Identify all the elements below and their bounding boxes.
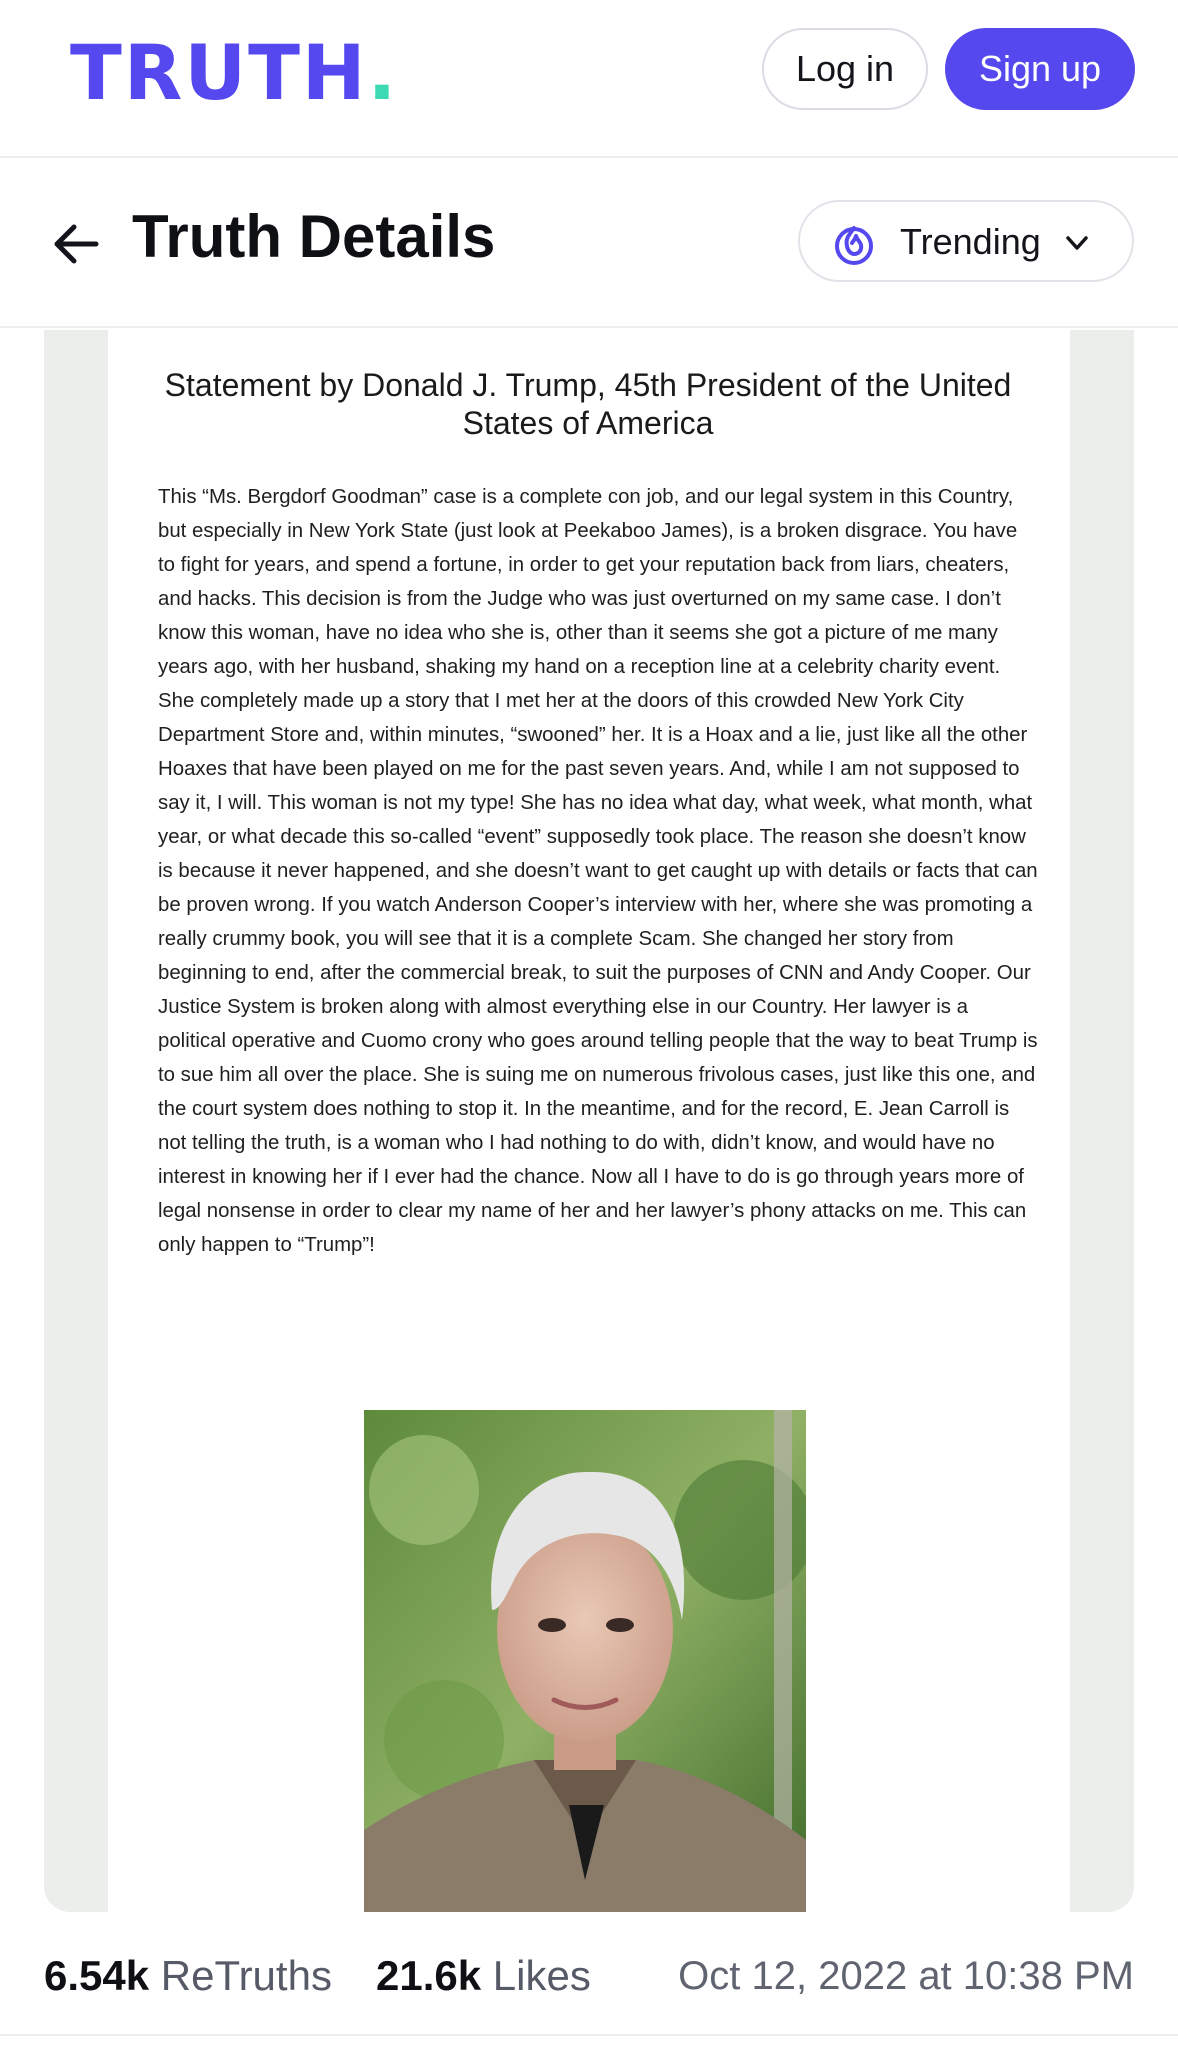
likes-stat[interactable] [376,1952,591,2000]
statement-body: This “Ms. Bergdorf Goodman” case is a complete con job, and our legal system in this Country, but especially in New York State (just look at Peekaboo James), is a broken disgrace. You have to fight for years, and spend a fortune, in order to get your reputation back from liars, cheaters, and hacks. This decision is from the Judge who was just overturned on my same case. I don’t know this woman, have no idea who she is, other than it seems she got a picture of me many years ago, with her husband, shaking my hand on a reception line at a celebrity charity event. She completely made up a story that I met her at the doors of this crowded New York City Department Store and, within minutes, “swooned” her. It is a Hoax and a lie, just like all the other Hoaxes that have been played on me for the past seven years. And, while I am not supposed to say it, I will. This woman is not my type! She has no idea what day, what week, what month, what year, or what decade this so-called “event” supposedly took place. The reason she doesn’t know is because it never happened, and she doesn’t want to get caught up with details or facts that can be proven wrong. If you watch Anderson Cooper’s interview with her, where she was promoting a really crummy book, you will see that it is a complete Scam. She changed her story from beginning to end, after the commercial break, to suit the purposes of CNN and Andy Cooper. Our Justice System is broken along with almost everything else in our Country. Her lawyer is a political operative and Cuomo crony who goes around telling people that the way to beat Trump is to sue him all over the place. She is suing me on numerous frivolous cases, just like this one, and the court system does nothing to stop it. In the meantime, and for the record, E. Jean Carroll is not telling the truth, is a woman who I had nothing to do with, didn’t know, and would have no interest in knowing her if I ever had the chance. Now all I have to do is go through years more of legal nonsense in order to clear my name of her and her lawyer’s phony attacks on me. This can only happen to “Trump”! [158,486,1038,1256]
trending-label: Trending [900,221,1041,262]
post-media[interactable] [44,330,1134,1912]
retruths-stat[interactable] [44,1952,332,2000]
logo-dot: . [367,28,399,117]
statement-title: Statement by Donald J. Trump, 45th President of the United States of America [164,367,1012,441]
post-stats-bar [0,1916,1178,2036]
likes-label: Likes [492,1952,591,1999]
flame-icon [832,220,876,266]
trending-dropdown[interactable] [798,200,1134,282]
chevron-down-icon [1062,228,1092,258]
retruths-label: ReTruths [160,1952,332,1999]
page-title: Truth Details [132,203,496,270]
details-header [0,160,1178,328]
likes-count: 21.6k [376,1952,482,1999]
top-navigation-bar [0,0,1178,158]
truth-logo[interactable] [70,28,398,117]
login-button[interactable]: Log in [762,28,928,110]
logo-text: TRUTH [70,28,368,117]
retruths-count: 6.54k [44,1952,150,1999]
signup-button[interactable]: Sign up [945,28,1135,110]
post-timestamp: Oct 12, 2022 at 10:38 PM [678,1954,1134,1998]
arrow-left-icon[interactable] [50,218,102,270]
portrait-photo [364,1410,806,1912]
statement-document [108,330,1070,1912]
